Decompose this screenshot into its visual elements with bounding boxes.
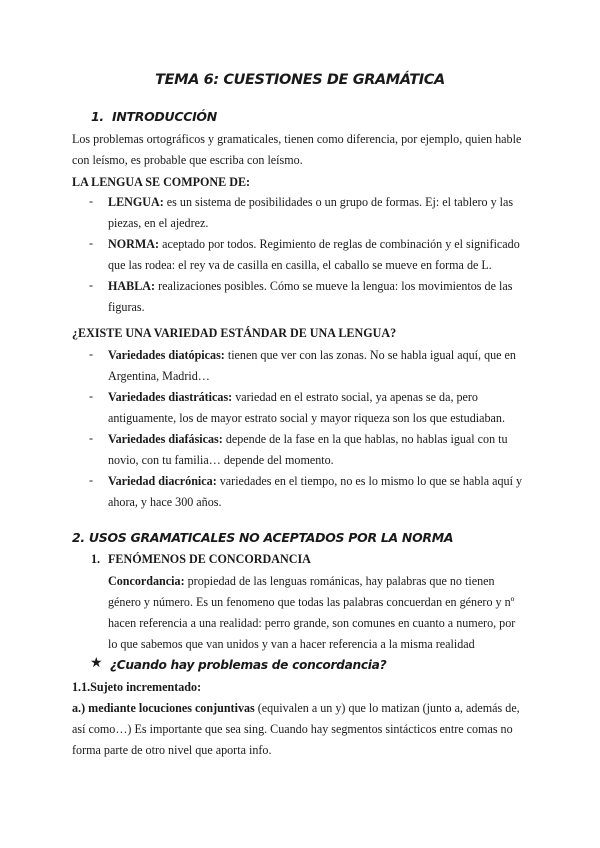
list-item-lengua-cont: piezas, en el ajedrez. <box>108 216 209 230</box>
concordancia-line-4: lo que sabemos que van unidos y van a hacer referencia a la misma realidad <box>108 637 475 651</box>
list-item-habla-cont: figuras. <box>108 300 145 314</box>
list-item-diacronica-cont: ahora, y hace 300 años. <box>108 495 222 509</box>
paragraph-a-line-2: así como…) Es importante que sea sing. Cuando hay segmentos sintácticos entre comas no <box>72 722 513 736</box>
bullet-dash: - <box>89 473 94 487</box>
term: Variedades diafásicas: <box>108 432 223 446</box>
text: realizaciones posibles. Cómo se mueve la lengua: los movimientos de las <box>155 279 513 293</box>
list-item-habla <box>108 278 512 294</box>
text: tienen que ver con las zonas. No se habla igual aquí, que en <box>224 348 516 362</box>
star-heading: ¿Cuando hay problemas de concordancia? <box>110 658 387 672</box>
intro-line-2: con leísmo, es probable que escriba con leísmo. <box>72 153 303 167</box>
term: Variedades diatópicas: <box>108 348 225 362</box>
subheading-lengua: LA LENGUA SE COMPONE DE: <box>72 175 251 189</box>
bullet-dash: - <box>89 347 94 361</box>
list-item-diatopicas <box>108 347 516 363</box>
term: a.) mediante locuciones conjuntivas <box>72 701 255 715</box>
term: Variedades diastráticas: <box>108 390 233 404</box>
term: Concordancia: <box>108 574 185 588</box>
term: LENGUA: <box>108 195 164 209</box>
list-item-diastraticas-cont: antiguamente, los de mayor estrato social y mayor riqueza son los que estudiaban. <box>108 411 505 425</box>
subsection-heading: FENÓMENOS DE CONCORDANCIA <box>108 552 311 566</box>
text: (equivalen a un y) que lo matizan (junto a, además de, <box>254 701 520 715</box>
paragraph-a-line-3: forma parte de otro nivel que aporta info. <box>72 743 272 757</box>
subsection-1-1: 1.1.Sujeto incrementado: <box>72 680 202 694</box>
section-2-heading: 2. USOS GRAMATICALES NO ACEPTADOS POR LA NORMA <box>72 530 454 545</box>
star-icon: ★ <box>90 656 103 671</box>
intro-line-1: Los problemas ortográficos y gramaticales, tienen como diferencia, por ejemplo, quien hable <box>72 132 522 146</box>
list-item-norma-cont: que las rodea: el rey va de casilla en casilla, el caballo se mueve en forma de L. <box>108 258 492 272</box>
subsection-number: 1. <box>91 552 101 566</box>
term: NORMA: <box>108 237 160 251</box>
text: aceptado por todos. Regimiento de reglas de combinación y el significado <box>159 237 520 251</box>
bullet-dash: - <box>89 389 94 403</box>
concordancia-line-3: hacen referencia a una realidad: perro grande, son comunes en cuanto a numero, por <box>108 616 516 630</box>
concordancia-line-2: género y número. Es un fenomeno que todas las palabras concuerdan en género y nº <box>108 595 515 609</box>
bullet-dash: - <box>89 278 94 292</box>
subheading-variedad: ¿EXISTE UNA VARIEDAD ESTÁNDAR DE UNA LENGUA? <box>72 326 397 340</box>
list-item-diatopicas-cont: Argentina, Madrid… <box>108 369 210 383</box>
bullet-dash: - <box>89 236 94 250</box>
term: Variedad diacrónica: <box>108 474 217 488</box>
bullet-dash: - <box>89 194 94 208</box>
page-title: TEMA 6: CUESTIONES DE GRAMÁTICA <box>155 72 445 88</box>
list-item-norma <box>108 236 520 252</box>
section-1-heading: INTRODUCCIÓN <box>112 109 217 124</box>
text: es un sistema de posibilidades o un grupo de formas. Ej: el tablero y las <box>163 195 514 209</box>
list-item-lengua <box>108 194 513 210</box>
concordancia-line-1 <box>108 573 495 589</box>
list-item-diacronica <box>108 473 522 489</box>
text: variedad en el estrato social, ya apenas se da, pero <box>232 390 478 404</box>
list-item-diastraticas <box>108 389 478 405</box>
text: propiedad de las lenguas románicas, hay palabras que no tienen <box>184 574 495 588</box>
term: HABLA: <box>108 279 156 293</box>
text: variedades en el tiempo, no es lo mismo lo que se habla aquí y <box>216 474 523 488</box>
paragraph-a-line-1 <box>72 700 520 716</box>
text: depende de la fase en la que hablas, no hablas igual con tu <box>222 432 508 446</box>
section-1-number: 1. <box>91 109 104 124</box>
list-item-diafasicas-cont: novio, con tu familia… depende del momento. <box>108 453 334 467</box>
list-item-diafasicas <box>108 431 508 447</box>
bullet-dash: - <box>89 431 94 445</box>
